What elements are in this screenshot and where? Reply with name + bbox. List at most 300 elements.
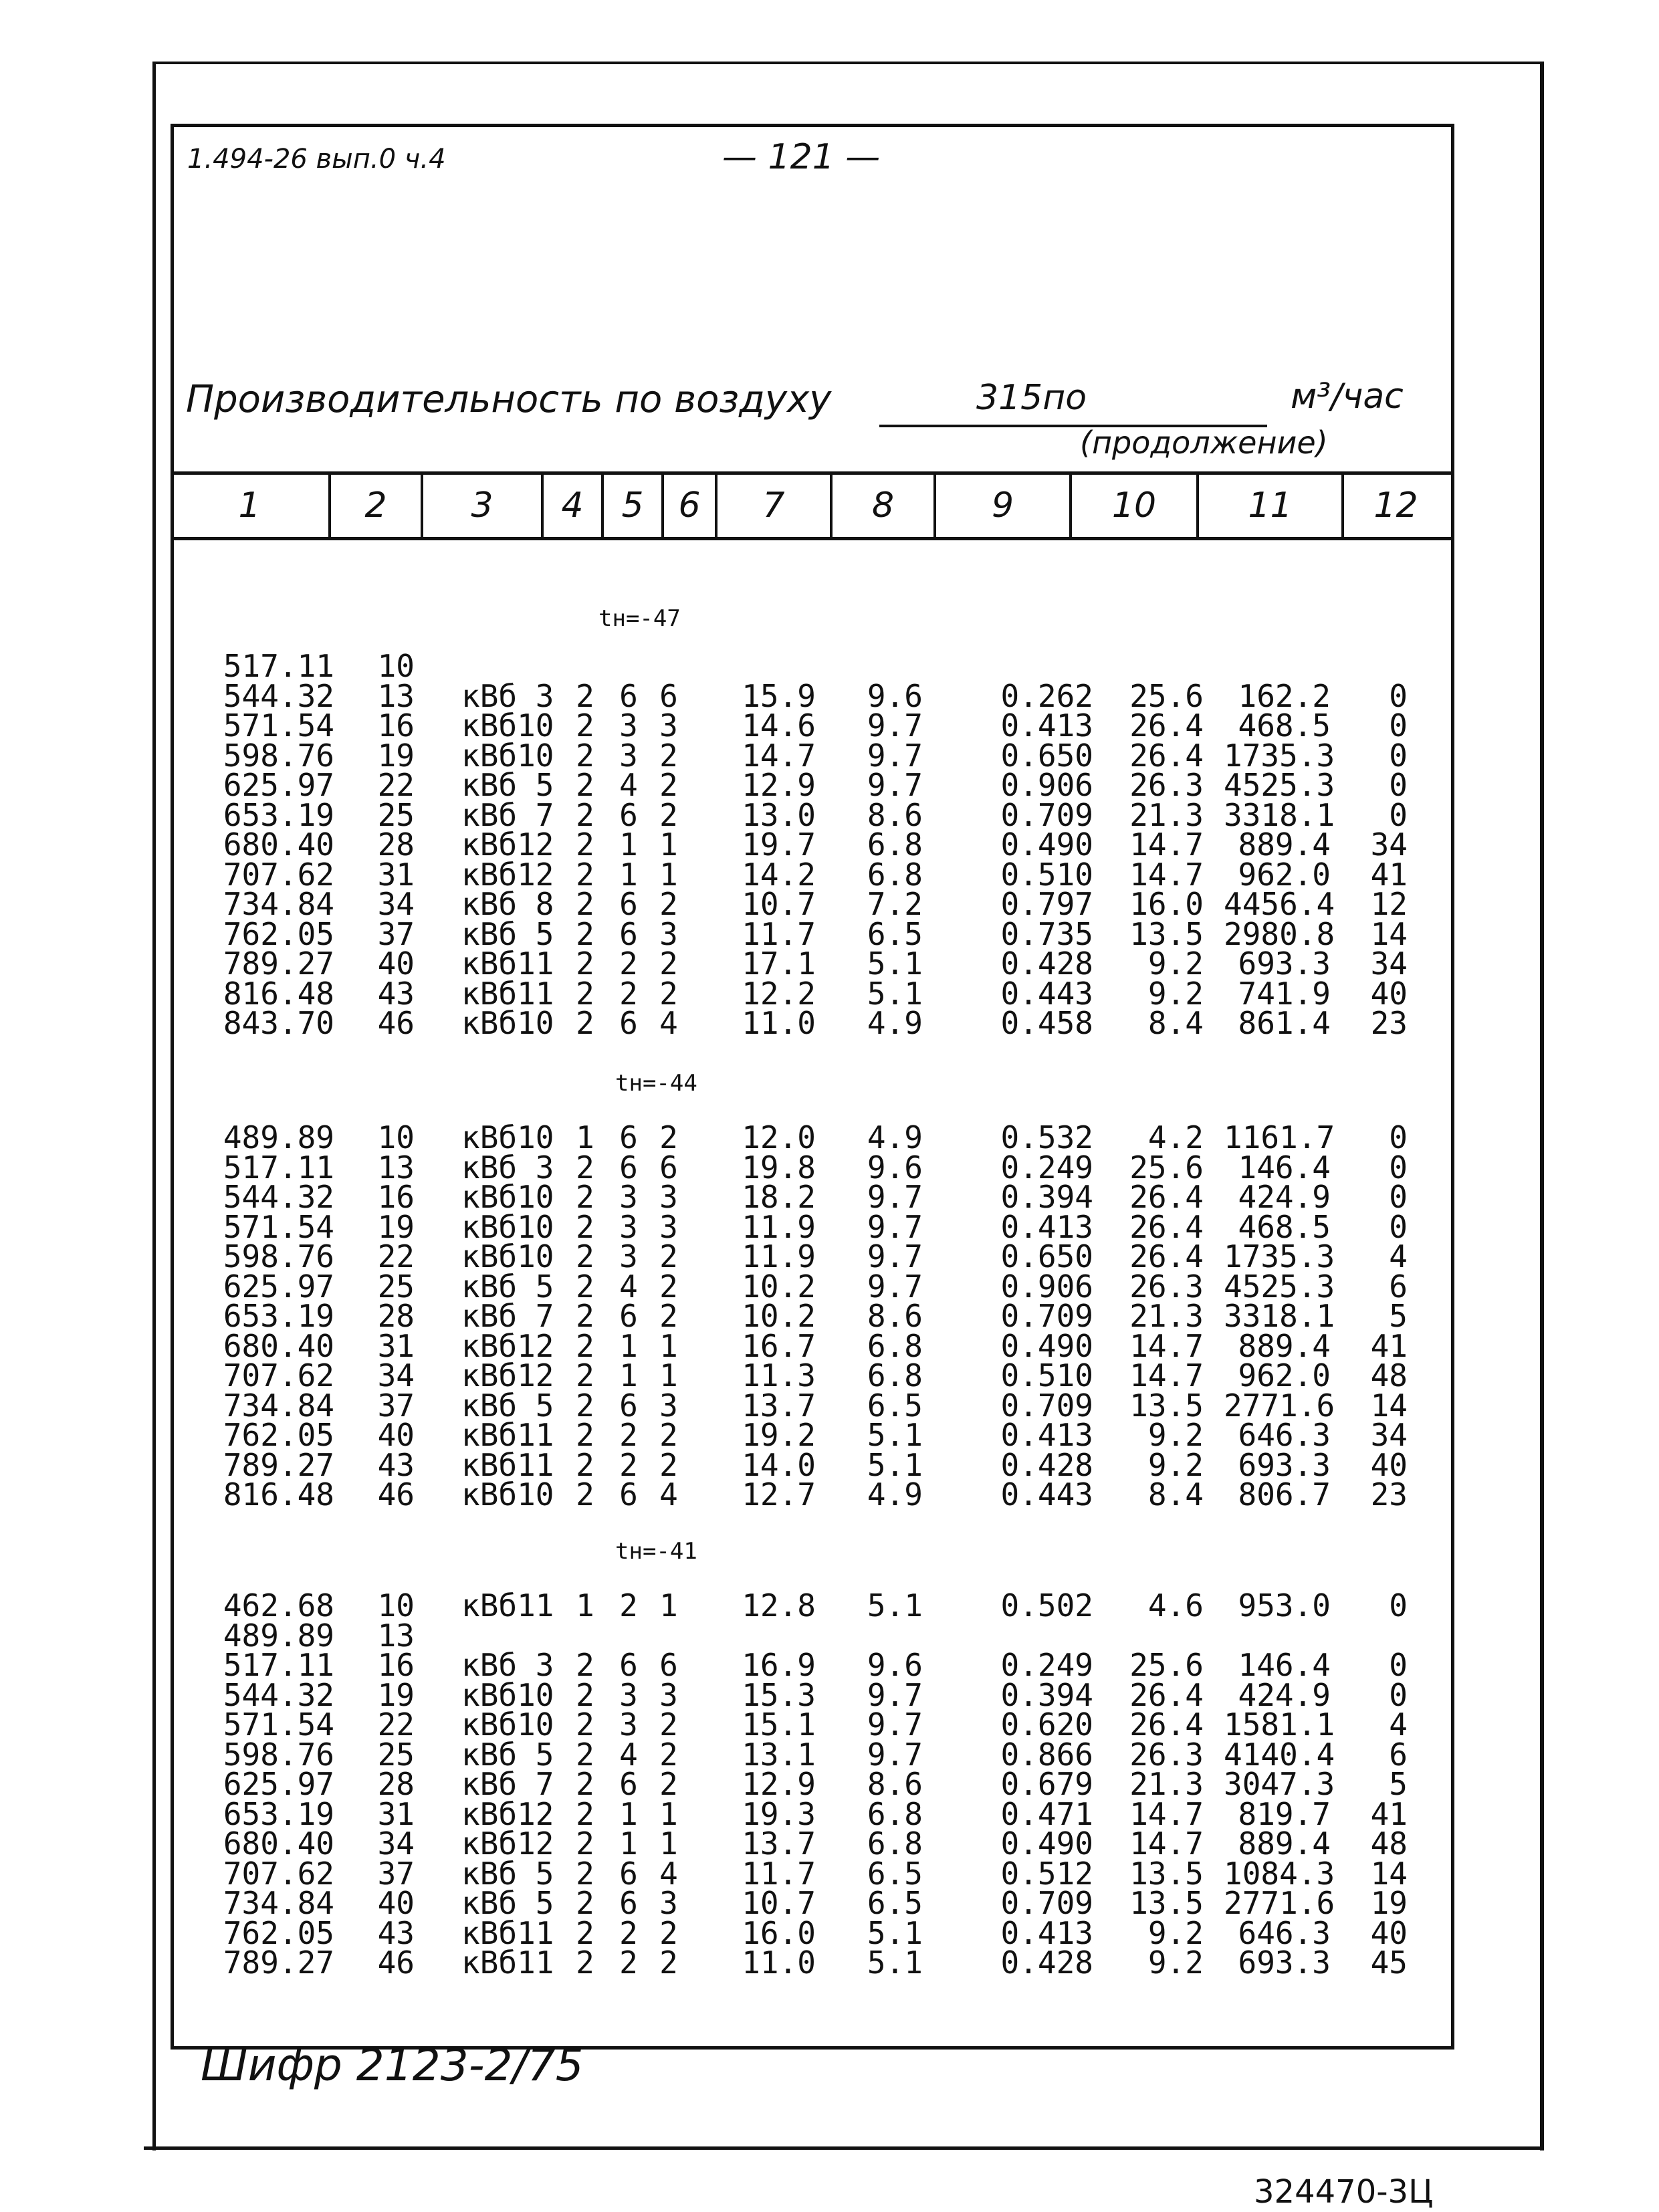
- table-cell-col-8: 9.7: [867, 1208, 923, 1245]
- table-row: [0, 1795, 1659, 1832]
- table-cell-col-10: 26.4: [1129, 1179, 1204, 1215]
- table-row: [0, 1766, 1659, 1802]
- table-cell-col-11: 1735.3: [1224, 1238, 1335, 1275]
- table-cell-col-9: 0.490: [1000, 826, 1093, 863]
- table-cell-col-2: 40: [377, 1417, 415, 1453]
- table-cell-col-8: 9.7: [867, 1268, 923, 1305]
- table-cell-col-6: 1: [659, 1357, 678, 1394]
- table-cell-col-8: 6.8: [867, 1357, 923, 1394]
- table-cell-col-6: 1: [659, 856, 678, 893]
- table-cell-col-8: 9.7: [867, 707, 923, 744]
- table-cell-col-4: 2: [576, 1766, 594, 1802]
- table-cell-col-3: кВб 5: [461, 1736, 554, 1773]
- table-cell-col-7: 14.6: [742, 707, 816, 744]
- table-cell-col-6: 2: [659, 1119, 678, 1155]
- table-cell-col-3: кВб11: [461, 1446, 554, 1483]
- table-cell-col-7: 14.7: [742, 737, 816, 774]
- column-header-6: 6: [664, 475, 717, 537]
- table-row: [0, 1826, 1659, 1862]
- table-cell-col-2: 40: [377, 946, 415, 982]
- table-cell-col-11: 4525.3: [1224, 1268, 1335, 1305]
- table-cell-col-8: 8.6: [867, 1298, 923, 1334]
- table-cell-col-7: 11.0: [742, 1945, 816, 1981]
- table-cell-col-3: кВб 5: [461, 1885, 554, 1921]
- table-cell-col-7: 19.2: [742, 1417, 816, 1453]
- table-cell-col-2: 37: [377, 1855, 415, 1892]
- table-cell-col-10: 21.3: [1129, 1766, 1204, 1802]
- table-cell-col-4: 2: [576, 1268, 594, 1305]
- table-row: [0, 1945, 1659, 1981]
- table-cell-col-2: 25: [377, 1736, 415, 1773]
- table-cell-col-1: 762.05: [223, 915, 334, 952]
- table-cell-col-3: кВб 5: [461, 1387, 554, 1424]
- page-number: — 121 —: [722, 137, 881, 177]
- table-cell-col-5: 3: [619, 1706, 638, 1743]
- table-cell-col-2: 37: [377, 915, 415, 952]
- table-row: [0, 886, 1659, 922]
- table-cell-col-4: 2: [576, 1476, 594, 1513]
- table-cell-col-3: кВб10: [461, 1238, 554, 1275]
- table-cell-col-7: 15.9: [742, 677, 816, 714]
- table-cell-col-4: 2: [576, 796, 594, 833]
- table-cell-col-6: 3: [659, 1885, 678, 1921]
- table-cell-col-11: 693.3: [1238, 946, 1331, 982]
- table-cell-col-8: 4.9: [867, 1119, 923, 1155]
- table-cell-col-3: кВб11: [461, 1417, 554, 1453]
- table-cell-col-3: кВб12: [461, 1795, 554, 1832]
- table-cell-col-5: 1: [619, 826, 638, 863]
- table-cell-col-11: 424.9: [1238, 1179, 1331, 1215]
- table-cell-col-8: 9.7: [867, 1238, 923, 1275]
- table-cell-col-10: 8.4: [1147, 1476, 1204, 1513]
- table-row: [0, 1417, 1659, 1453]
- table-cell-col-4: 2: [576, 886, 594, 922]
- archive-stamp: 324470-3Ц: [1254, 2173, 1434, 2211]
- table-cell-col-4: 2: [576, 1885, 594, 1921]
- table-cell-col-11: 1581.1: [1224, 1706, 1335, 1743]
- table-cell-col-2: 13: [377, 1617, 415, 1654]
- column-header-11: 11: [1199, 475, 1344, 537]
- table-cell-col-11: 806.7: [1238, 1476, 1331, 1513]
- table-cell-col-3: кВб 5: [461, 1855, 554, 1892]
- table-cell-col-11: 146.4: [1238, 1647, 1331, 1683]
- table-cell-col-12: 0: [1389, 767, 1408, 803]
- column-header-3: 3: [423, 475, 544, 537]
- table-cell-col-7: 13.1: [742, 1736, 816, 1773]
- table-cell-col-1: 571.54: [223, 707, 334, 744]
- table-cell-col-7: 12.2: [742, 975, 816, 1012]
- table-cell-col-10: 14.7: [1129, 1327, 1204, 1364]
- table-cell-col-2: 34: [377, 1357, 415, 1394]
- table-cell-col-10: 14.7: [1129, 856, 1204, 893]
- table-cell-col-10: 26.4: [1129, 737, 1204, 774]
- table-cell-col-9: 0.394: [1000, 1676, 1093, 1713]
- table-cell-col-12: 0: [1389, 1179, 1408, 1215]
- table-cell-col-5: 1: [619, 856, 638, 893]
- table-cell-col-3: кВб 3: [461, 1647, 554, 1683]
- table-cell-col-8: 4.9: [867, 1005, 923, 1041]
- table-row: [0, 1238, 1659, 1275]
- table-cell-col-4: 2: [576, 767, 594, 803]
- table-cell-col-12: 48: [1370, 1826, 1408, 1862]
- table-cell-col-5: 6: [619, 1647, 638, 1683]
- table-cell-col-6: 2: [659, 1914, 678, 1951]
- table-cell-col-11: 2980.8: [1224, 915, 1335, 952]
- table-cell-col-3: кВб11: [461, 1587, 554, 1624]
- section-title: tн=-41: [615, 1538, 697, 1565]
- table-cell-col-1: 762.05: [223, 1417, 334, 1453]
- table-cell-col-2: 13: [377, 1149, 415, 1186]
- table-cell-col-6: 2: [659, 1417, 678, 1453]
- table-cell-col-3: кВб 8: [461, 886, 554, 922]
- table-cell-col-7: 19.8: [742, 1149, 816, 1186]
- table-cell-col-2: 46: [377, 1476, 415, 1513]
- section-title: tн=-47: [598, 605, 681, 632]
- table-cell-col-1: 789.27: [223, 1945, 334, 1981]
- table-cell-col-7: 12.9: [742, 767, 816, 803]
- table-cell-col-5: 3: [619, 1676, 638, 1713]
- table-cell-col-2: 31: [377, 856, 415, 893]
- table-cell-col-5: 3: [619, 1238, 638, 1275]
- table-cell-col-6: 1: [659, 1826, 678, 1862]
- table-cell-col-4: 2: [576, 1676, 594, 1713]
- table-cell-col-7: 17.1: [742, 946, 816, 982]
- table-cell-col-7: 10.7: [742, 886, 816, 922]
- table-cell-col-4: 2: [576, 915, 594, 952]
- table-row: [0, 737, 1659, 774]
- table-cell-col-11: 693.3: [1238, 1446, 1331, 1483]
- table-cell-col-2: 46: [377, 1005, 415, 1041]
- table-cell-col-11: 646.3: [1238, 1417, 1331, 1453]
- table-cell-col-12: 34: [1370, 826, 1408, 863]
- table-cell-col-6: 3: [659, 1676, 678, 1713]
- table-cell-col-4: 2: [576, 707, 594, 744]
- table-cell-col-5: 3: [619, 737, 638, 774]
- table-row: [0, 677, 1659, 714]
- table-cell-col-1: 625.97: [223, 1766, 334, 1802]
- table-cell-col-12: 48: [1370, 1357, 1408, 1394]
- table-cell-col-12: 23: [1370, 1476, 1408, 1513]
- table-cell-col-7: 10.2: [742, 1298, 816, 1334]
- table-row: [0, 915, 1659, 952]
- table-cell-col-3: кВб11: [461, 1945, 554, 1981]
- table-cell-col-3: кВб11: [461, 1914, 554, 1951]
- table-cell-col-1: 707.62: [223, 1855, 334, 1892]
- table-cell-col-3: кВб10: [461, 1119, 554, 1155]
- table-cell-col-10: 16.0: [1129, 886, 1204, 922]
- table-cell-col-1: 789.27: [223, 1446, 334, 1483]
- table-cell-col-4: 2: [576, 1179, 594, 1215]
- column-header-4: 4: [544, 475, 604, 537]
- table-cell-col-1: 789.27: [223, 946, 334, 982]
- table-cell-col-7: 10.2: [742, 1268, 816, 1305]
- table-cell-col-7: 12.9: [742, 1766, 816, 1802]
- table-cell-col-12: 0: [1389, 1208, 1408, 1245]
- table-cell-col-5: 6: [619, 1387, 638, 1424]
- table-cell-col-3: кВб12: [461, 1826, 554, 1862]
- table-row: [0, 1298, 1659, 1334]
- table-cell-col-4: 2: [576, 737, 594, 774]
- table-cell-col-2: 34: [377, 886, 415, 922]
- table-cell-col-5: 1: [619, 1327, 638, 1364]
- table-cell-col-9: 0.471: [1000, 1795, 1093, 1832]
- table-cell-col-6: 2: [659, 1706, 678, 1743]
- table-cell-col-6: 3: [659, 1208, 678, 1245]
- table-cell-col-1: 598.76: [223, 1736, 334, 1773]
- table-row: [0, 1119, 1659, 1155]
- table-cell-col-12: 14: [1370, 1387, 1408, 1424]
- section-title: tн=-44: [615, 1070, 697, 1097]
- table-cell-col-1: 707.62: [223, 856, 334, 893]
- table-cell-col-4: 2: [576, 1706, 594, 1743]
- table-cell-col-2: 37: [377, 1387, 415, 1424]
- table-cell-col-6: 3: [659, 1179, 678, 1215]
- table-cell-col-8: 5.1: [867, 1417, 923, 1453]
- table-cell-col-6: 1: [659, 826, 678, 863]
- table-cell-col-12: 40: [1370, 1446, 1408, 1483]
- table-cell-col-6: 2: [659, 1766, 678, 1802]
- table-cell-col-12: 45: [1370, 1945, 1408, 1981]
- table-cell-col-6: 4: [659, 1476, 678, 1513]
- table-cell-col-9: 0.797: [1000, 886, 1093, 922]
- table-cell-col-9: 0.262: [1000, 677, 1093, 714]
- table-cell-col-2: 40: [377, 1885, 415, 1921]
- table-cell-col-6: 2: [659, 1298, 678, 1334]
- table-cell-col-12: 40: [1370, 1914, 1408, 1951]
- table-cell-col-4: 2: [576, 1945, 594, 1981]
- table-row: [0, 1149, 1659, 1186]
- table-cell-col-8: 6.8: [867, 826, 923, 863]
- table-cell-col-7: 19.3: [742, 1795, 816, 1832]
- table-cell-col-12: 0: [1389, 1149, 1408, 1186]
- table-cell-col-10: 9.2: [1147, 975, 1204, 1012]
- table-cell-col-11: 1161.7: [1224, 1119, 1335, 1155]
- table-row: [0, 1327, 1659, 1364]
- table-cell-col-11: 889.4: [1238, 1327, 1331, 1364]
- table-cell-col-6: 2: [659, 737, 678, 774]
- table-cell-col-5: 3: [619, 1208, 638, 1245]
- table-row: [0, 1736, 1659, 1773]
- table-cell-col-3: кВб 7: [461, 1298, 554, 1334]
- table-cell-col-9: 0.709: [1000, 796, 1093, 833]
- table-cell-col-11: 962.0: [1238, 856, 1331, 893]
- table-cell-col-10: 21.3: [1129, 1298, 1204, 1334]
- table-cell-col-3: кВб 5: [461, 767, 554, 803]
- table-cell-col-9: 0.510: [1000, 856, 1093, 893]
- table-cell-col-2: 25: [377, 1268, 415, 1305]
- table-cell-col-8: 9.7: [867, 1736, 923, 1773]
- table-cell-col-10: 13.5: [1129, 1885, 1204, 1921]
- table-row: [0, 946, 1659, 982]
- table-cell-col-10: 13.5: [1129, 915, 1204, 952]
- table-cell-col-4: 2: [576, 1446, 594, 1483]
- table-cell-col-2: 22: [377, 1706, 415, 1743]
- table-cell-col-1: 680.40: [223, 826, 334, 863]
- table-cell-col-5: 2: [619, 1914, 638, 1951]
- table-cell-col-3: кВб10: [461, 737, 554, 774]
- table-cell-col-1: 653.19: [223, 1298, 334, 1334]
- table-cell-col-12: 0: [1389, 1647, 1408, 1683]
- table-cell-col-11: 962.0: [1238, 1357, 1331, 1394]
- column-header-12: 12: [1373, 485, 1418, 526]
- table-cell-col-10: 13.5: [1129, 1387, 1204, 1424]
- table-cell-col-12: 0: [1389, 1676, 1408, 1713]
- table-cell-col-2: 16: [377, 707, 415, 744]
- table-row: [0, 1676, 1659, 1713]
- table-cell-col-9: 0.413: [1000, 707, 1093, 744]
- table-cell-col-6: 2: [659, 1446, 678, 1483]
- table-cell-col-9: 0.443: [1000, 1476, 1093, 1513]
- table-cell-col-12: 19: [1370, 1885, 1408, 1921]
- table-cell-col-10: 26.4: [1129, 707, 1204, 744]
- table-cell-col-3: кВб11: [461, 975, 554, 1012]
- table-cell-col-11: 1735.3: [1224, 737, 1335, 774]
- table-cell-col-1: 734.84: [223, 886, 334, 922]
- table-cell-col-5: 3: [619, 1179, 638, 1215]
- table-cell-col-2: 31: [377, 1795, 415, 1832]
- table-row: [0, 1914, 1659, 1951]
- table-cell-col-7: 12.0: [742, 1119, 816, 1155]
- table-cell-col-12: 0: [1389, 677, 1408, 714]
- column-header-8: 8: [833, 475, 936, 537]
- table-cell-col-1: 653.19: [223, 1795, 334, 1832]
- table-cell-col-1: 680.40: [223, 1327, 334, 1364]
- table-cell-col-4: 2: [576, 856, 594, 893]
- table-cell-col-8: 6.5: [867, 1387, 923, 1424]
- table-cell-col-11: 3047.3: [1224, 1766, 1335, 1802]
- table-cell-col-8: 6.5: [867, 1855, 923, 1892]
- table-cell-col-12: 14: [1370, 1855, 1408, 1892]
- table-cell-col-4: 2: [576, 1417, 594, 1453]
- table-cell-col-6: 1: [659, 1587, 678, 1624]
- table-cell-col-4: 2: [576, 1327, 594, 1364]
- table-cell-col-10: 9.2: [1147, 1446, 1204, 1483]
- table-cell-col-2: 19: [377, 1676, 415, 1713]
- table-cell-col-12: 34: [1370, 1417, 1408, 1453]
- table-row: [0, 1706, 1659, 1743]
- table-cell-col-1: 544.32: [223, 677, 334, 714]
- performance-unit: м³/час: [1291, 376, 1404, 417]
- table-cell-col-4: 2: [576, 946, 594, 982]
- table-cell-col-3: кВб 5: [461, 915, 554, 952]
- table-cell-col-9: 0.458: [1000, 1005, 1093, 1041]
- table-cell-col-10: 25.6: [1129, 1149, 1204, 1186]
- table-cell-col-2: 22: [377, 1238, 415, 1275]
- table-cell-col-7: 19.7: [742, 826, 816, 863]
- table-cell-col-12: 0: [1389, 1587, 1408, 1624]
- table-cell-col-5: 6: [619, 1885, 638, 1921]
- table-cell-col-1: 762.05: [223, 1914, 334, 1951]
- table-cell-col-2: 13: [377, 677, 415, 714]
- table-cell-col-4: 2: [576, 1795, 594, 1832]
- table-row: [0, 1855, 1659, 1892]
- table-cell-col-11: 4525.3: [1224, 767, 1335, 803]
- table-cell-col-2: 43: [377, 975, 415, 1012]
- table-cell-col-11: 3318.1: [1224, 796, 1335, 833]
- table-cell-col-1: 653.19: [223, 796, 334, 833]
- table-cell-col-2: 10: [377, 1119, 415, 1155]
- table-cell-col-5: 6: [619, 1855, 638, 1892]
- table-cell-col-9: 0.428: [1000, 946, 1093, 982]
- table-cell-col-6: 3: [659, 707, 678, 744]
- table-cell-col-5: 6: [619, 1476, 638, 1513]
- table-cell-col-12: 0: [1389, 796, 1408, 833]
- table-cell-col-11: 162.2: [1238, 677, 1331, 714]
- table-cell-col-1: 598.76: [223, 737, 334, 774]
- table-cell-col-10: 26.4: [1129, 1208, 1204, 1245]
- table-cell-col-3: кВб 7: [461, 796, 554, 833]
- table-cell-col-11: 4456.4: [1224, 886, 1335, 922]
- cipher-code: Шифр 2123-2/75: [201, 2039, 584, 2091]
- table-cell-col-2: 31: [377, 1327, 415, 1364]
- table-cell-col-7: 15.1: [742, 1706, 816, 1743]
- table-cell-col-10: 8.4: [1147, 1005, 1204, 1041]
- table-cell-col-8: 9.7: [867, 767, 923, 803]
- table-cell-col-12: 40: [1370, 975, 1408, 1012]
- table-cell-col-6: 6: [659, 1647, 678, 1683]
- table-cell-col-12: 0: [1389, 1119, 1408, 1155]
- performance-label: Производительность по воздуху: [186, 378, 832, 421]
- table-cell-col-8: 8.6: [867, 796, 923, 833]
- table-cell-col-8: 6.8: [867, 1795, 923, 1832]
- table-row: [0, 767, 1659, 803]
- table-cell-col-5: 2: [619, 975, 638, 1012]
- table-cell-col-1: 517.11: [223, 1149, 334, 1186]
- table-cell-col-3: кВб10: [461, 1706, 554, 1743]
- table-cell-col-12: 34: [1370, 946, 1408, 982]
- table-cell-col-4: 2: [576, 1149, 594, 1186]
- table-cell-col-2: 22: [377, 767, 415, 803]
- table-cell-col-10: 14.7: [1129, 1795, 1204, 1832]
- table-cell-col-9: 0.502: [1000, 1587, 1093, 1624]
- table-cell-col-7: 14.0: [742, 1446, 816, 1483]
- table-cell-col-4: 2: [576, 1208, 594, 1245]
- table-cell-col-11: 889.4: [1238, 826, 1331, 863]
- table-cell-col-3: кВб10: [461, 707, 554, 744]
- table-cell-col-5: 1: [619, 1826, 638, 1862]
- table-cell-col-3: кВб 7: [461, 1766, 554, 1802]
- table-cell-col-5: 6: [619, 1298, 638, 1334]
- performance-value: 315по: [976, 378, 1087, 418]
- table-cell-col-9: 0.413: [1000, 1417, 1093, 1453]
- table-cell-col-11: 4140.4: [1224, 1736, 1335, 1773]
- table-cell-col-11: 819.7: [1238, 1795, 1331, 1832]
- table-cell-col-10: 9.2: [1147, 1417, 1204, 1453]
- table-cell-col-1: 489.89: [223, 1617, 334, 1654]
- table-cell-col-12: 12: [1370, 886, 1408, 922]
- table-cell-col-1: 517.11: [223, 1647, 334, 1683]
- table-row: [0, 1647, 1659, 1683]
- table-cell-col-4: 2: [576, 1238, 594, 1275]
- table-cell-col-1: 843.70: [223, 1005, 334, 1041]
- table-cell-col-7: 11.7: [742, 915, 816, 952]
- table-row: [0, 707, 1659, 744]
- column-header-10: 10: [1072, 475, 1199, 537]
- table-cell-col-9: 0.249: [1000, 1647, 1093, 1683]
- table-cell-col-11: 646.3: [1238, 1914, 1331, 1951]
- table-cell-col-6: 1: [659, 1795, 678, 1832]
- table-cell-col-10: 26.3: [1129, 1736, 1204, 1773]
- table-cell-col-7: 11.3: [742, 1357, 816, 1394]
- table-cell-col-10: 4.2: [1147, 1119, 1204, 1155]
- table-cell-col-5: 6: [619, 796, 638, 833]
- table-cell-col-5: 2: [619, 946, 638, 982]
- table-row: [0, 1617, 1659, 1654]
- table-cell-col-12: 23: [1370, 1005, 1408, 1041]
- table-cell-col-4: 2: [576, 1647, 594, 1683]
- table-cell-col-8: 9.7: [867, 1676, 923, 1713]
- table-cell-col-8: 5.1: [867, 1945, 923, 1981]
